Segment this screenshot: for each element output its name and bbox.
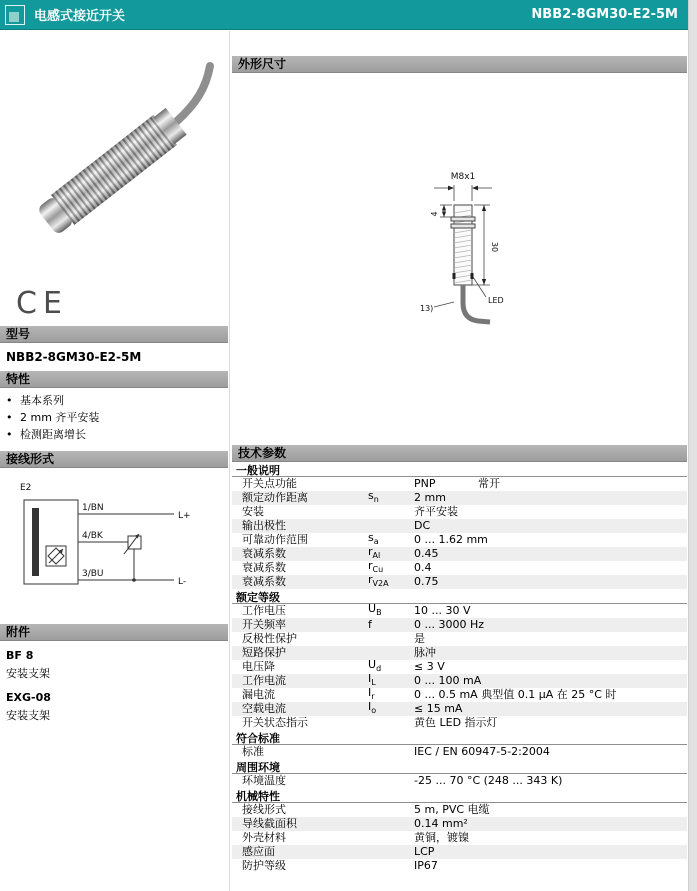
spec-label: 接线形式 — [242, 803, 286, 816]
spec-symbol: $U_d$ — [368, 657, 382, 674]
spec-value: IEC / EN 60947-5-2:2004 — [414, 745, 550, 758]
spec-label: 短路保护 — [242, 646, 286, 659]
spec-label: 输出极性 — [242, 519, 286, 532]
spec-symbol: $r_{Cu}$ — [368, 558, 384, 575]
dim-13-label: 13) — [420, 304, 434, 313]
spec-label: 工作电压 — [242, 604, 286, 617]
feature-item — [0, 409, 228, 426]
spec-label: 外壳材料 — [242, 831, 286, 844]
section-dimensions-heading: 外形尺寸 — [232, 56, 687, 73]
page-edge-strip — [688, 0, 697, 891]
spec-row — [232, 699, 687, 716]
accessory-name: EXG-08 — [6, 691, 51, 704]
spec-row — [232, 671, 687, 688]
spec-row — [232, 657, 687, 674]
spec-label: 可靠动作范围 — [242, 533, 308, 546]
dim-4-label: 4 — [430, 211, 439, 217]
feature-item — [0, 392, 228, 409]
spec-section-title: 周围环境 — [232, 761, 687, 774]
spec-label: 标准 — [242, 745, 264, 758]
spec-value: 5 m, PVC 电缆 — [414, 803, 490, 816]
spec-row — [232, 859, 687, 873]
spec-row — [232, 618, 687, 632]
spec-value: 0 ... 3000 Hz — [414, 618, 485, 631]
spec-value: 黄铜，镀镍 — [414, 831, 469, 844]
spec-label: 开关点功能 — [242, 477, 297, 490]
spec-value: 脉冲 — [414, 646, 436, 659]
spec-value: 是 — [414, 632, 425, 645]
spec-value: 0 ... 0.5 mA 典型值 0.1 µA 在 25 °C 时 — [414, 688, 617, 701]
spec-row — [232, 477, 687, 491]
spec-value: 黄色 LED 指示灯 — [414, 716, 498, 729]
wiring-lplus-label: L+ — [178, 511, 191, 521]
spec-value: ≤ 15 mA — [414, 702, 463, 715]
spec-row — [232, 803, 687, 817]
column-divider — [229, 31, 230, 891]
wiring-lminus-label: L- — [178, 577, 187, 587]
model-number: NBB2-8GM30-E2-5M — [6, 350, 142, 364]
section-model-heading: 型号 — [0, 326, 228, 343]
spec-value: 10 ... 30 V — [414, 604, 471, 617]
spec-label: 安装 — [242, 505, 264, 518]
spec-label: 反极性保护 — [242, 632, 297, 645]
wiring-pin2-label: 4/BK — [82, 531, 103, 541]
spec-label: 电压降 — [242, 660, 275, 673]
spec-row — [232, 572, 687, 589]
spec-label: 漏电流 — [242, 688, 275, 701]
spec-label: 衰减系数 — [242, 547, 286, 560]
spec-row — [232, 488, 687, 505]
spec-value: 0.75 — [414, 575, 439, 588]
spec-row — [232, 601, 687, 618]
header-bar — [0, 0, 688, 30]
left-column — [0, 32, 228, 725]
dim-led-label: LED — [488, 296, 504, 305]
spec-value: IP67 — [414, 859, 438, 872]
spec-value: 0.14 mm² — [414, 817, 468, 830]
ce-mark: CE — [16, 286, 68, 321]
spec-section-title: 额定等级 — [232, 591, 687, 604]
features-list — [0, 388, 228, 451]
spec-label: 开关频率 — [242, 618, 286, 631]
spec-row — [232, 632, 687, 646]
spec-row — [232, 745, 687, 759]
section-wiring-heading: 接线形式 — [0, 451, 228, 468]
feature-text: 基本系列 — [20, 394, 64, 407]
spec-section-title: 符合标准 — [232, 732, 687, 745]
spec-label: 空载电流 — [242, 702, 286, 715]
spec-symbol: $r_{V2A}$ — [368, 572, 389, 589]
accessory-name: BF 8 — [6, 649, 34, 662]
spec-symbol: $r_{Al}$ — [368, 544, 381, 561]
bullet-icon: • — [6, 394, 13, 407]
dim-30-label: 30 — [490, 241, 499, 253]
spec-value: ≤ 3 V — [414, 660, 445, 673]
spec-value: 2 mm — [414, 491, 446, 504]
spec-label: 开关状态指示 — [242, 716, 308, 729]
brand-icon-inner — [9, 12, 19, 22]
product-photo — [0, 32, 228, 284]
section-tech-heading: 技术参数 — [232, 445, 687, 462]
spec-label: 额定动作距离 — [242, 491, 308, 504]
feature-text: 检测距离增长 — [20, 428, 86, 441]
spec-row — [232, 544, 687, 561]
spec-row — [232, 530, 687, 547]
spec-symbol: $s_a$ — [368, 530, 379, 547]
spec-row — [232, 646, 687, 660]
wiring-tag-label: E2 — [20, 483, 32, 493]
spec-symbol: $U_B$ — [368, 601, 382, 618]
spec-label: 导线截面积 — [242, 817, 297, 830]
feature-item — [0, 426, 228, 443]
product-photo-figure — [0, 38, 228, 284]
spec-value: LCP — [414, 845, 435, 858]
bullet-icon: • — [6, 411, 13, 424]
spec-row — [232, 558, 687, 575]
dimension-figure — [362, 161, 602, 361]
spec-row — [232, 774, 687, 788]
spec-symbol: $s_n$ — [368, 488, 379, 505]
spec-value: -25 ... 70 °C (248 ... 343 K) — [414, 774, 563, 787]
wiring-pin3-label: 3/BU — [82, 569, 104, 579]
wiring-diagram — [0, 468, 228, 624]
document-title: 电感式接近开关 — [34, 9, 126, 24]
sensor-body — [35, 106, 188, 237]
spec-section-title: 一般说明 — [232, 464, 687, 477]
spec-label: 感应面 — [242, 845, 275, 858]
spec-label: 衰减系数 — [242, 575, 286, 588]
dimension-drawing — [232, 73, 687, 445]
spec-symbol: $I_L$ — [368, 671, 376, 688]
spec-value: 齐平安装 — [414, 505, 458, 518]
spec-row — [232, 505, 687, 519]
section-features-heading: 特性 — [0, 371, 228, 388]
brand-icon — [5, 5, 25, 25]
spec-symbol: f — [368, 618, 372, 631]
spec-label: 衰减系数 — [242, 561, 286, 574]
sensor-cable — [176, 66, 210, 122]
spec-value: 0 ... 1.62 mm — [414, 533, 488, 546]
dim-thread-label: M8x1 — [450, 172, 476, 182]
section-accessories-heading: 附件 — [0, 624, 228, 641]
spec-symbol: $I_r$ — [368, 685, 375, 702]
spec-value: PNP — [414, 477, 436, 490]
part-number: NBB2-8GM30-E2-5M — [531, 7, 678, 22]
accessory-desc: 安装支架 — [6, 709, 50, 722]
bullet-icon: • — [6, 428, 13, 441]
spec-label: 防护等级 — [242, 859, 286, 872]
spec-label: 工作电流 — [242, 674, 286, 687]
spec-row — [232, 716, 687, 730]
spec-value: 0.45 — [414, 547, 439, 560]
accessories-list — [0, 641, 228, 725]
spec-value-2: 常开 — [478, 477, 500, 490]
right-column — [232, 32, 687, 873]
feature-text: 2 mm 齐平安装 — [20, 411, 100, 424]
spec-section-title: 机械特性 — [232, 790, 687, 803]
spec-symbol: $I_o$ — [368, 699, 377, 716]
spec-value: 0 ... 100 mA — [414, 674, 482, 687]
wiring-pin1-label: 1/BN — [82, 503, 104, 513]
spec-row — [232, 519, 687, 533]
accessory-desc: 安装支架 — [6, 667, 50, 680]
spec-row — [232, 831, 687, 845]
spec-row — [232, 845, 687, 859]
spec-label: 环境温度 — [242, 774, 286, 787]
wiring-figure — [8, 474, 208, 620]
tech-table — [232, 464, 687, 873]
spec-value: 0.4 — [414, 561, 432, 574]
spec-row — [232, 685, 687, 702]
spec-value: DC — [414, 519, 431, 532]
spec-row — [232, 817, 687, 831]
